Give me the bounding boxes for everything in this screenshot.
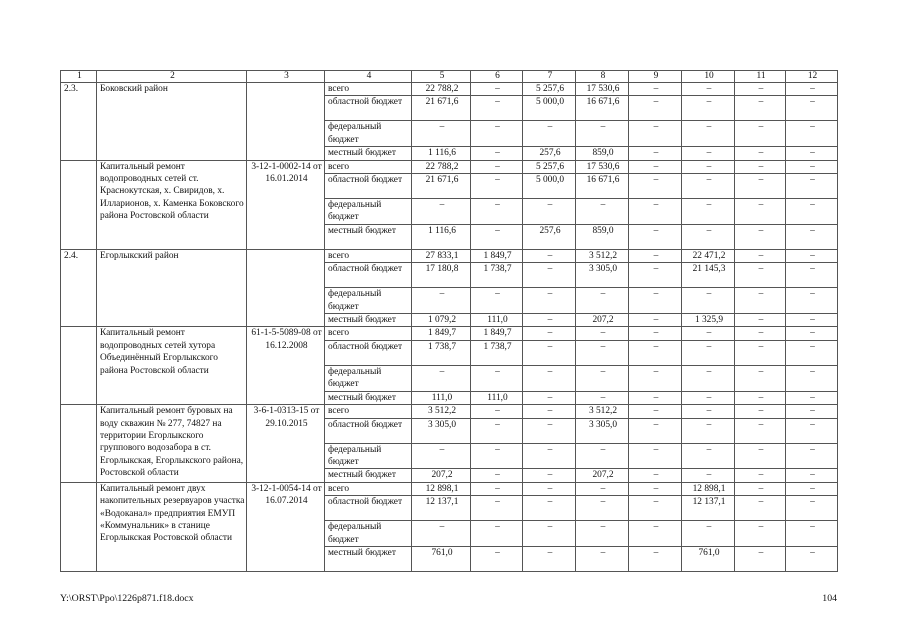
amount-cell: – (735, 443, 786, 469)
object-name: Капитальный ремонт водопроводных сетей ст. Краснокутская, х. Свиридов, х. Илларионов, х. Каменка Боковского района Ростовской области (97, 160, 247, 249)
amount-cell: – (523, 288, 576, 314)
amount-cell: – (629, 288, 682, 314)
funding-source-label: местный бюджет (325, 224, 412, 249)
amount-cell: – (735, 327, 786, 340)
amount-cell: – (523, 482, 576, 495)
amount-cell: – (576, 496, 629, 521)
amount-cell: – (786, 224, 838, 249)
amount-cell: 12 898,1 (412, 482, 471, 495)
amount-cell: – (629, 121, 682, 147)
amount-cell: – (629, 96, 682, 121)
amount-cell: – (629, 365, 682, 391)
funding-source-label: федеральный бюджет (325, 521, 412, 547)
amount-cell: 207,2 (576, 469, 629, 482)
amount-cell: – (735, 96, 786, 121)
amount-cell: – (786, 365, 838, 391)
amount-cell: – (471, 521, 523, 547)
amount-cell: – (682, 174, 735, 199)
amount-cell: – (735, 482, 786, 495)
page-number: 104 (822, 593, 837, 604)
column-number: 2 (97, 71, 247, 83)
funding-source-label: всего (325, 482, 412, 495)
amount-cell: – (786, 340, 838, 365)
expertise-document: 3-12-1-0002-14 от 16.01.2014 (247, 160, 325, 249)
funding-source-label: всего (325, 160, 412, 173)
amount-cell: – (523, 314, 576, 327)
amount-cell: – (682, 224, 735, 249)
item-number (61, 482, 97, 571)
funding-source-label: местный бюджет (325, 314, 412, 327)
amount-cell: – (682, 469, 735, 482)
amount-cell: – (523, 249, 576, 262)
amount-cell: – (682, 443, 735, 469)
amount-cell: 1 738,7 (471, 263, 523, 288)
funding-source-label: федеральный бюджет (325, 199, 412, 225)
amount-cell: – (629, 327, 682, 340)
amount-cell: – (735, 391, 786, 404)
amount-cell: 22 788,2 (412, 160, 471, 173)
amount-cell: – (629, 199, 682, 225)
amount-cell: – (682, 199, 735, 225)
amount-cell: – (786, 391, 838, 404)
amount-cell: – (629, 147, 682, 160)
amount-cell: – (735, 83, 786, 96)
amount-cell: – (682, 365, 735, 391)
amount-cell: – (412, 365, 471, 391)
funding-source-label: местный бюджет (325, 546, 412, 571)
amount-cell: – (682, 160, 735, 173)
amount-cell: 1 738,7 (412, 340, 471, 365)
amount-cell: 17 530,6 (576, 83, 629, 96)
amount-cell: 859,0 (576, 224, 629, 249)
amount-cell: – (682, 83, 735, 96)
amount-cell: – (471, 405, 523, 418)
funding-source-label: областной бюджет (325, 96, 412, 121)
amount-cell: – (523, 521, 576, 547)
object-name: Капитальный ремонт буровых на воду скважин № 277, 74827 на территории Егорлыкского группового водозабора в ст. Егорлыкская, Егорлыкского района, Ростовской области (97, 405, 247, 483)
amount-cell: – (523, 121, 576, 147)
amount-cell: 12 137,1 (412, 496, 471, 521)
funding-source-label: всего (325, 249, 412, 262)
amount-cell: – (735, 121, 786, 147)
funding-source-label: федеральный бюджет (325, 443, 412, 469)
expertise-document: 3-12-1-0054-14 от 16.07.2014 (247, 482, 325, 571)
column-number: 11 (735, 71, 786, 83)
funding-source-label: местный бюджет (325, 469, 412, 482)
amount-cell: – (471, 160, 523, 173)
amount-cell: – (682, 288, 735, 314)
amount-cell: – (735, 147, 786, 160)
amount-cell: – (471, 147, 523, 160)
amount-cell: 5 257,6 (523, 160, 576, 173)
amount-cell: 5 000,0 (523, 174, 576, 199)
amount-cell: – (523, 496, 576, 521)
amount-cell: – (576, 121, 629, 147)
amount-cell: – (629, 263, 682, 288)
item-number (61, 405, 97, 483)
amount-cell: – (523, 365, 576, 391)
amount-cell: – (471, 443, 523, 469)
amount-cell: – (786, 443, 838, 469)
column-number: 8 (576, 71, 629, 83)
amount-cell: – (576, 340, 629, 365)
amount-cell: 111,0 (471, 391, 523, 404)
amount-cell: – (629, 340, 682, 365)
amount-cell: – (786, 147, 838, 160)
amount-cell: – (629, 521, 682, 547)
expertise-document (247, 83, 325, 161)
amount-cell: 12 137,1 (682, 496, 735, 521)
amount-cell: – (523, 391, 576, 404)
amount-cell: – (471, 288, 523, 314)
amount-cell: 1 079,2 (412, 314, 471, 327)
amount-cell: – (629, 496, 682, 521)
amount-cell: – (786, 482, 838, 495)
item-number: 2.3. (61, 83, 97, 161)
amount-cell: – (576, 482, 629, 495)
amount-cell: – (523, 546, 576, 571)
amount-cell: 5 000,0 (523, 96, 576, 121)
funding-source-label: федеральный бюджет (325, 288, 412, 314)
amount-cell: – (412, 121, 471, 147)
amount-cell: – (786, 96, 838, 121)
amount-cell: 27 833,1 (412, 249, 471, 262)
amount-cell: – (576, 391, 629, 404)
amount-cell: – (682, 147, 735, 160)
column-number: 3 (247, 71, 325, 83)
amount-cell: – (471, 199, 523, 225)
amount-cell: – (735, 340, 786, 365)
column-number: 1 (61, 71, 97, 83)
amount-cell: 207,2 (576, 314, 629, 327)
amount-cell: 5 257,6 (523, 83, 576, 96)
amount-cell: – (786, 160, 838, 173)
amount-cell: – (735, 249, 786, 262)
amount-cell: – (629, 443, 682, 469)
amount-cell: – (471, 174, 523, 199)
amount-cell: – (523, 340, 576, 365)
amount-cell: 16 671,6 (576, 96, 629, 121)
table-row (61, 327, 838, 340)
amount-cell: – (576, 288, 629, 314)
funding-source-label: федеральный бюджет (325, 121, 412, 147)
amount-cell: – (735, 160, 786, 173)
amount-cell: – (471, 418, 523, 443)
amount-cell: – (786, 546, 838, 571)
amount-cell: – (629, 469, 682, 482)
amount-cell: 1 116,6 (412, 224, 471, 249)
amount-cell: – (471, 365, 523, 391)
amount-cell: – (735, 288, 786, 314)
amount-cell: – (735, 263, 786, 288)
column-number-header-row (61, 71, 838, 83)
amount-cell: – (576, 521, 629, 547)
amount-cell: 22 471,2 (682, 249, 735, 262)
amount-cell: – (786, 121, 838, 147)
amount-cell: – (576, 327, 629, 340)
amount-cell: – (735, 314, 786, 327)
amount-cell: – (786, 174, 838, 199)
amount-cell: 3 512,2 (576, 249, 629, 262)
amount-cell: – (412, 199, 471, 225)
amount-cell: – (412, 443, 471, 469)
amount-cell: – (735, 174, 786, 199)
amount-cell: – (682, 391, 735, 404)
amount-cell: 1 849,7 (471, 327, 523, 340)
amount-cell: – (682, 405, 735, 418)
amount-cell: – (629, 546, 682, 571)
amount-cell: – (735, 496, 786, 521)
amount-cell: – (735, 405, 786, 418)
amount-cell: – (412, 521, 471, 547)
amount-cell: – (471, 224, 523, 249)
amount-cell: 859,0 (576, 147, 629, 160)
amount-cell: – (576, 546, 629, 571)
amount-cell: – (523, 443, 576, 469)
amount-cell: 1 738,7 (471, 340, 523, 365)
amount-cell: – (629, 249, 682, 262)
amount-cell: 761,0 (682, 546, 735, 571)
amount-cell: – (629, 83, 682, 96)
amount-cell: – (786, 263, 838, 288)
amount-cell: – (786, 314, 838, 327)
amount-cell: 21 671,6 (412, 174, 471, 199)
document-file-path: Y:\ORST\Ppo\1226p871.f18.docx (60, 593, 194, 604)
amount-cell: 257,6 (523, 147, 576, 160)
amount-cell: – (735, 365, 786, 391)
amount-cell: – (682, 418, 735, 443)
funding-source-label: областной бюджет (325, 496, 412, 521)
amount-cell: – (629, 391, 682, 404)
amount-cell: – (682, 340, 735, 365)
table-row (61, 83, 838, 96)
funding-source-label: местный бюджет (325, 147, 412, 160)
amount-cell: 3 512,2 (412, 405, 471, 418)
amount-cell: – (786, 83, 838, 96)
amount-cell: – (682, 121, 735, 147)
amount-cell: – (523, 405, 576, 418)
amount-cell: – (682, 521, 735, 547)
amount-cell: 17 530,6 (576, 160, 629, 173)
column-number: 12 (786, 71, 838, 83)
amount-cell: – (576, 365, 629, 391)
amount-cell: 761,0 (412, 546, 471, 571)
table-row (61, 482, 838, 495)
amount-cell: – (523, 327, 576, 340)
expertise-document (247, 249, 325, 327)
funding-source-label: всего (325, 327, 412, 340)
amount-cell: – (629, 160, 682, 173)
amount-cell: – (786, 249, 838, 262)
column-number: 6 (471, 71, 523, 83)
amount-cell: 12 898,1 (682, 482, 735, 495)
amount-cell: – (471, 546, 523, 571)
amount-cell: – (735, 418, 786, 443)
amount-cell: – (629, 405, 682, 418)
funding-source-label: всего (325, 405, 412, 418)
amount-cell: – (735, 224, 786, 249)
amount-cell: – (523, 469, 576, 482)
funding-source-label: областной бюджет (325, 263, 412, 288)
column-number: 10 (682, 71, 735, 83)
amount-cell: – (735, 469, 786, 482)
expertise-document: 3-6-1-0313-15 от 29.10.2015 (247, 405, 325, 483)
amount-cell: – (471, 96, 523, 121)
funding-source-label: областной бюджет (325, 174, 412, 199)
amount-cell: 3 305,0 (412, 418, 471, 443)
object-name: Егорлыкский район (97, 249, 247, 327)
item-number (61, 327, 97, 405)
amount-cell: 17 180,8 (412, 263, 471, 288)
expertise-document: 61-1-5-5089-08 от 16.12.2008 (247, 327, 325, 405)
amount-cell: – (523, 199, 576, 225)
amount-cell: 1 116,6 (412, 147, 471, 160)
funding-source-label: областной бюджет (325, 418, 412, 443)
amount-cell: 3 305,0 (576, 263, 629, 288)
amount-cell: 3 305,0 (576, 418, 629, 443)
amount-cell: 207,2 (412, 469, 471, 482)
amount-cell: – (471, 121, 523, 147)
table-row (61, 249, 838, 262)
amount-cell: – (786, 405, 838, 418)
amount-cell: – (523, 418, 576, 443)
amount-cell: – (682, 327, 735, 340)
amount-cell: – (471, 482, 523, 495)
amount-cell: – (629, 224, 682, 249)
amount-cell: – (576, 199, 629, 225)
table-row (61, 405, 838, 418)
amount-cell: – (576, 443, 629, 469)
amount-cell: – (471, 83, 523, 96)
column-number: 9 (629, 71, 682, 83)
amount-cell: 111,0 (471, 314, 523, 327)
amount-cell: – (471, 496, 523, 521)
amount-cell: 16 671,6 (576, 174, 629, 199)
amount-cell: 22 788,2 (412, 83, 471, 96)
amount-cell: – (629, 314, 682, 327)
amount-cell: – (629, 174, 682, 199)
amount-cell: – (629, 482, 682, 495)
amount-cell: – (735, 546, 786, 571)
amount-cell: 21 671,6 (412, 96, 471, 121)
item-number (61, 160, 97, 249)
amount-cell: – (735, 199, 786, 225)
amount-cell: – (682, 96, 735, 121)
column-number: 4 (325, 71, 412, 83)
funding-source-label: местный бюджет (325, 391, 412, 404)
amount-cell: – (786, 469, 838, 482)
amount-cell: 1 325,9 (682, 314, 735, 327)
amount-cell: – (786, 327, 838, 340)
amount-cell: – (735, 521, 786, 547)
amount-cell: – (412, 288, 471, 314)
amount-cell: – (786, 496, 838, 521)
amount-cell: 21 145,3 (682, 263, 735, 288)
amount-cell: 3 512,2 (576, 405, 629, 418)
amount-cell: – (786, 199, 838, 225)
column-number: 7 (523, 71, 576, 83)
budget-table (60, 70, 838, 572)
funding-source-label: всего (325, 83, 412, 96)
table-row (61, 160, 838, 173)
object-name: Капитальный ремонт водопроводных сетей хутора Объединённый Егорлыкского района Ростовской области (97, 327, 247, 405)
column-number: 5 (412, 71, 471, 83)
object-name: Капитальный ремонт двух накопительных резервуаров участка «Водоканал» предприятия ЕМУП «Коммунальник» в станице Егорлыкская Ростовской области (97, 482, 247, 571)
funding-source-label: областной бюджет (325, 340, 412, 365)
amount-cell: – (471, 469, 523, 482)
item-number: 2.4. (61, 249, 97, 327)
amount-cell: – (786, 418, 838, 443)
amount-cell: – (629, 418, 682, 443)
object-name: Боковский район (97, 83, 247, 161)
amount-cell: 1 849,7 (412, 327, 471, 340)
amount-cell: – (786, 288, 838, 314)
amount-cell: – (523, 263, 576, 288)
amount-cell: 111,0 (412, 391, 471, 404)
amount-cell: – (786, 521, 838, 547)
amount-cell: 1 849,7 (471, 249, 523, 262)
funding-source-label: федеральный бюджет (325, 365, 412, 391)
amount-cell: 257,6 (523, 224, 576, 249)
